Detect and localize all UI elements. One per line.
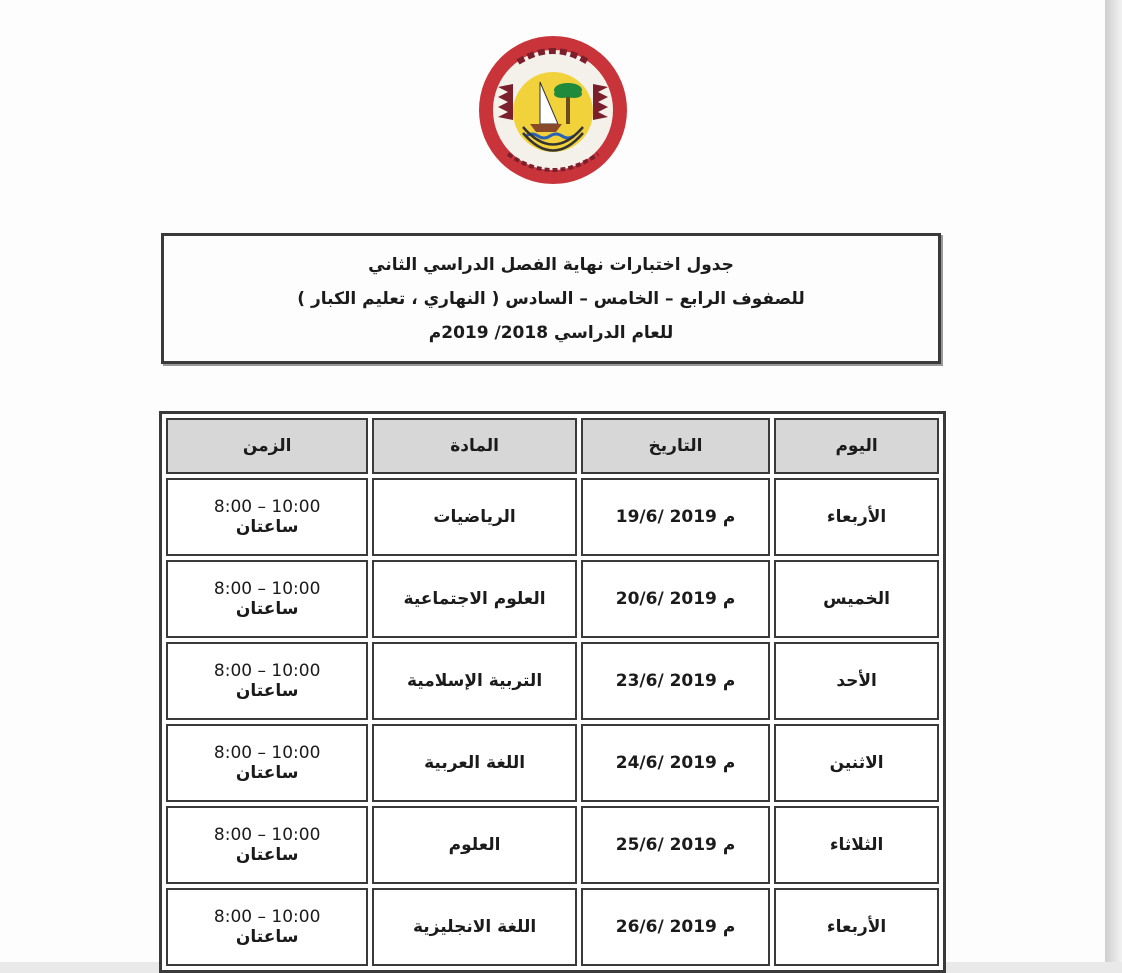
time-cell	[166, 478, 368, 556]
title-line-3: للعام الدراسي 2018/ 2019م	[428, 322, 674, 343]
table-row	[166, 724, 939, 802]
qatar-ministry-logo	[478, 32, 628, 187]
time-range: 8:00 – 10:00	[213, 743, 321, 763]
date-cell: 20/6/ 2019 م	[581, 560, 770, 638]
time-cell	[166, 560, 368, 638]
day-cell: الأربعاء	[774, 888, 939, 966]
duration: ساعتان	[235, 927, 299, 947]
time-range: 8:00 – 10:00	[213, 825, 321, 845]
duration: ساعتان	[235, 763, 299, 783]
table-row	[166, 806, 939, 884]
exam-schedule-table	[159, 411, 946, 973]
header-subject: المادة	[372, 418, 577, 474]
subject-cell: الرياضيات	[372, 478, 577, 556]
duration: ساعتان	[235, 517, 299, 537]
subject-cell: التربية الإسلامية	[372, 642, 577, 720]
day-cell: الثلاثاء	[774, 806, 939, 884]
date-cell: 26/6/ 2019 م	[581, 888, 770, 966]
time-cell	[166, 724, 368, 802]
table-row	[166, 560, 939, 638]
date-cell: 23/6/ 2019 م	[581, 642, 770, 720]
date-cell: 24/6/ 2019 م	[581, 724, 770, 802]
time-cell	[166, 888, 368, 966]
subject-cell: اللغة الانجليزية	[372, 888, 577, 966]
header-day: اليوم	[774, 418, 939, 474]
day-cell: الأربعاء	[774, 478, 939, 556]
date-cell: 25/6/ 2019 م	[581, 806, 770, 884]
header-date: التاريخ	[581, 418, 770, 474]
duration: ساعتان	[235, 845, 299, 865]
page-edge-shadow	[1105, 0, 1122, 962]
subject-cell: اللغة العربية	[372, 724, 577, 802]
exam-schedule-title-box	[161, 233, 941, 364]
table-header-row	[166, 418, 939, 474]
time-cell	[166, 806, 368, 884]
title-line-2: للصفوف الرابع – الخامس – السادس ( النهاري ، تعليم الكبار )	[297, 288, 805, 309]
time-range: 8:00 – 10:00	[213, 907, 321, 927]
date-cell: 19/6/ 2019 م	[581, 478, 770, 556]
time-range: 8:00 – 10:00	[213, 497, 321, 517]
title-line-1: جدول اختبارات نهاية الفصل الدراسي الثاني	[368, 254, 734, 275]
table-row	[166, 478, 939, 556]
time-range: 8:00 – 10:00	[213, 661, 321, 681]
day-cell: الاثنين	[774, 724, 939, 802]
table-row	[166, 888, 939, 966]
header-time: الزمن	[166, 418, 368, 474]
day-cell: الخميس	[774, 560, 939, 638]
duration: ساعتان	[235, 599, 299, 619]
table-row	[166, 642, 939, 720]
duration: ساعتان	[235, 681, 299, 701]
day-cell: الأحد	[774, 642, 939, 720]
subject-cell: العلوم	[372, 806, 577, 884]
time-range: 8:00 – 10:00	[213, 579, 321, 599]
time-cell	[166, 642, 368, 720]
subject-cell: العلوم الاجتماعية	[372, 560, 577, 638]
